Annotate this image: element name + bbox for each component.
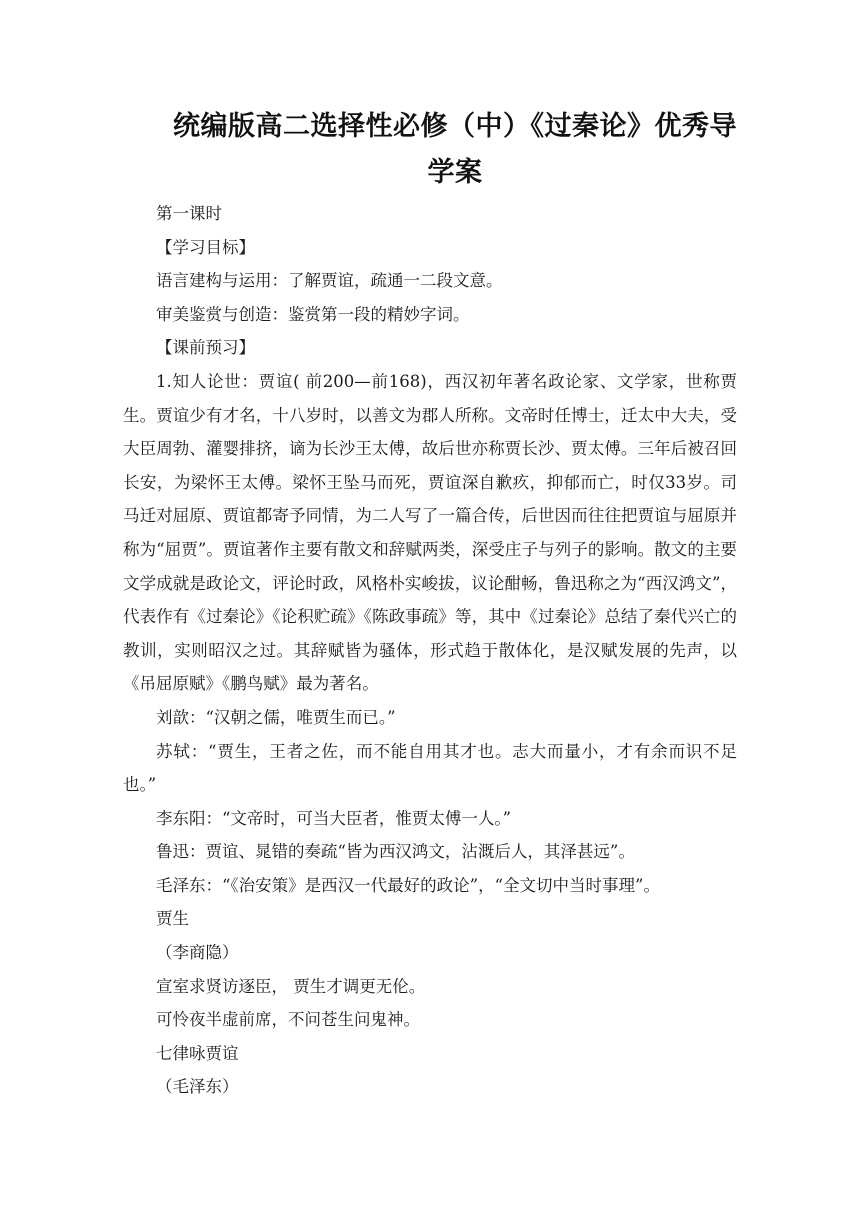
document-title-line-2: 学案 [427, 157, 483, 188]
author-introduction: 1.知人论世：贾谊( 前200—前168)，西汉初年著名政论家、文学家，世称贾生。贾谊少有才名，十八岁时，以善文为郡人所称。文帝时任博士，迁太中大夫，受大臣周勃、灌婴排挤，谪为长沙王太傅，故后世亦称贾长沙、贾太傅。三年后被召回长安，为梁怀王太傅。梁怀王坠马而死，贾谊深自歉疚，抑郁而亡，时仅33岁。司马迁对屈原、贾谊都寄予同情，为二人写了一篇合传，后世因而往往把贾谊与屈原并称为“屈贾”。贾谊著作主要有散文和辞赋两类，深受庄子与列子的影响。散文的主要文学成就是政论文，评论时政，风格朴实峻拔，议论酣畅，鲁迅称之为“西汉鸿文”，代表作有《过秦论》《论积贮疏》《陈政事疏》等，其中《过秦论》总结了秦代兴亡的教训，实则昭汉之过。其辞赋皆为骚体，形式趋于散体化，是汉赋发展的先声，以《吊屈原赋》《鹏鸟赋》最为著名。 [123, 371, 737, 694]
quote-liu-xin: 刘歆：“汉朝之儒，唯贾生而已。” [156, 707, 396, 727]
poem-title-qilv: 七律咏贾谊 [156, 1043, 239, 1063]
poem-author-li-shangyin: （李商隐） [156, 943, 239, 963]
preview-heading: 【课前预习】 [156, 338, 255, 358]
poem-line-2: 可怜夜半虚前席，不问苍生问鬼神。 [156, 1010, 420, 1030]
quote-mao-zedong: 毛泽东：“《治安策》是西汉一代最好的政论”，“全文切中当时事理”。 [156, 875, 660, 895]
poem-line-1: 宣室求贤访逐臣， 贾生才调更无伦。 [156, 976, 426, 996]
quote-li-dongyang: 李东阳：“文帝时，可当大臣者，惟贾太傅一人。” [156, 808, 512, 828]
document-title-line-1: 统编版高二选择性必修（中）《过秦论》优秀导 [173, 111, 737, 142]
learning-goals-heading: 【学习目标】 [156, 237, 255, 257]
goal-language: 语言建构与运用：了解贾谊，疏通一二段文意。 [156, 271, 503, 291]
poem-author-mao-zedong: （毛泽东） [156, 1077, 239, 1097]
quote-su-shi: 苏轼：“贾生，王者之佐，而不能自用其才也。志大而量小，才有余而识不足也。” [123, 741, 737, 795]
lesson-period-heading: 第一课时 [156, 204, 222, 223]
goal-aesthetics: 审美鉴赏与创造：鉴赏第一段的精妙字词。 [156, 304, 470, 324]
document-body [123, 197, 737, 1104]
poem-title-jia-sheng: 贾生 [156, 909, 189, 929]
quote-lu-xun: 鲁迅：贾谊、晁错的奏疏“皆为西汉鸿文，沾溉后人，其泽甚远”。 [156, 842, 635, 862]
